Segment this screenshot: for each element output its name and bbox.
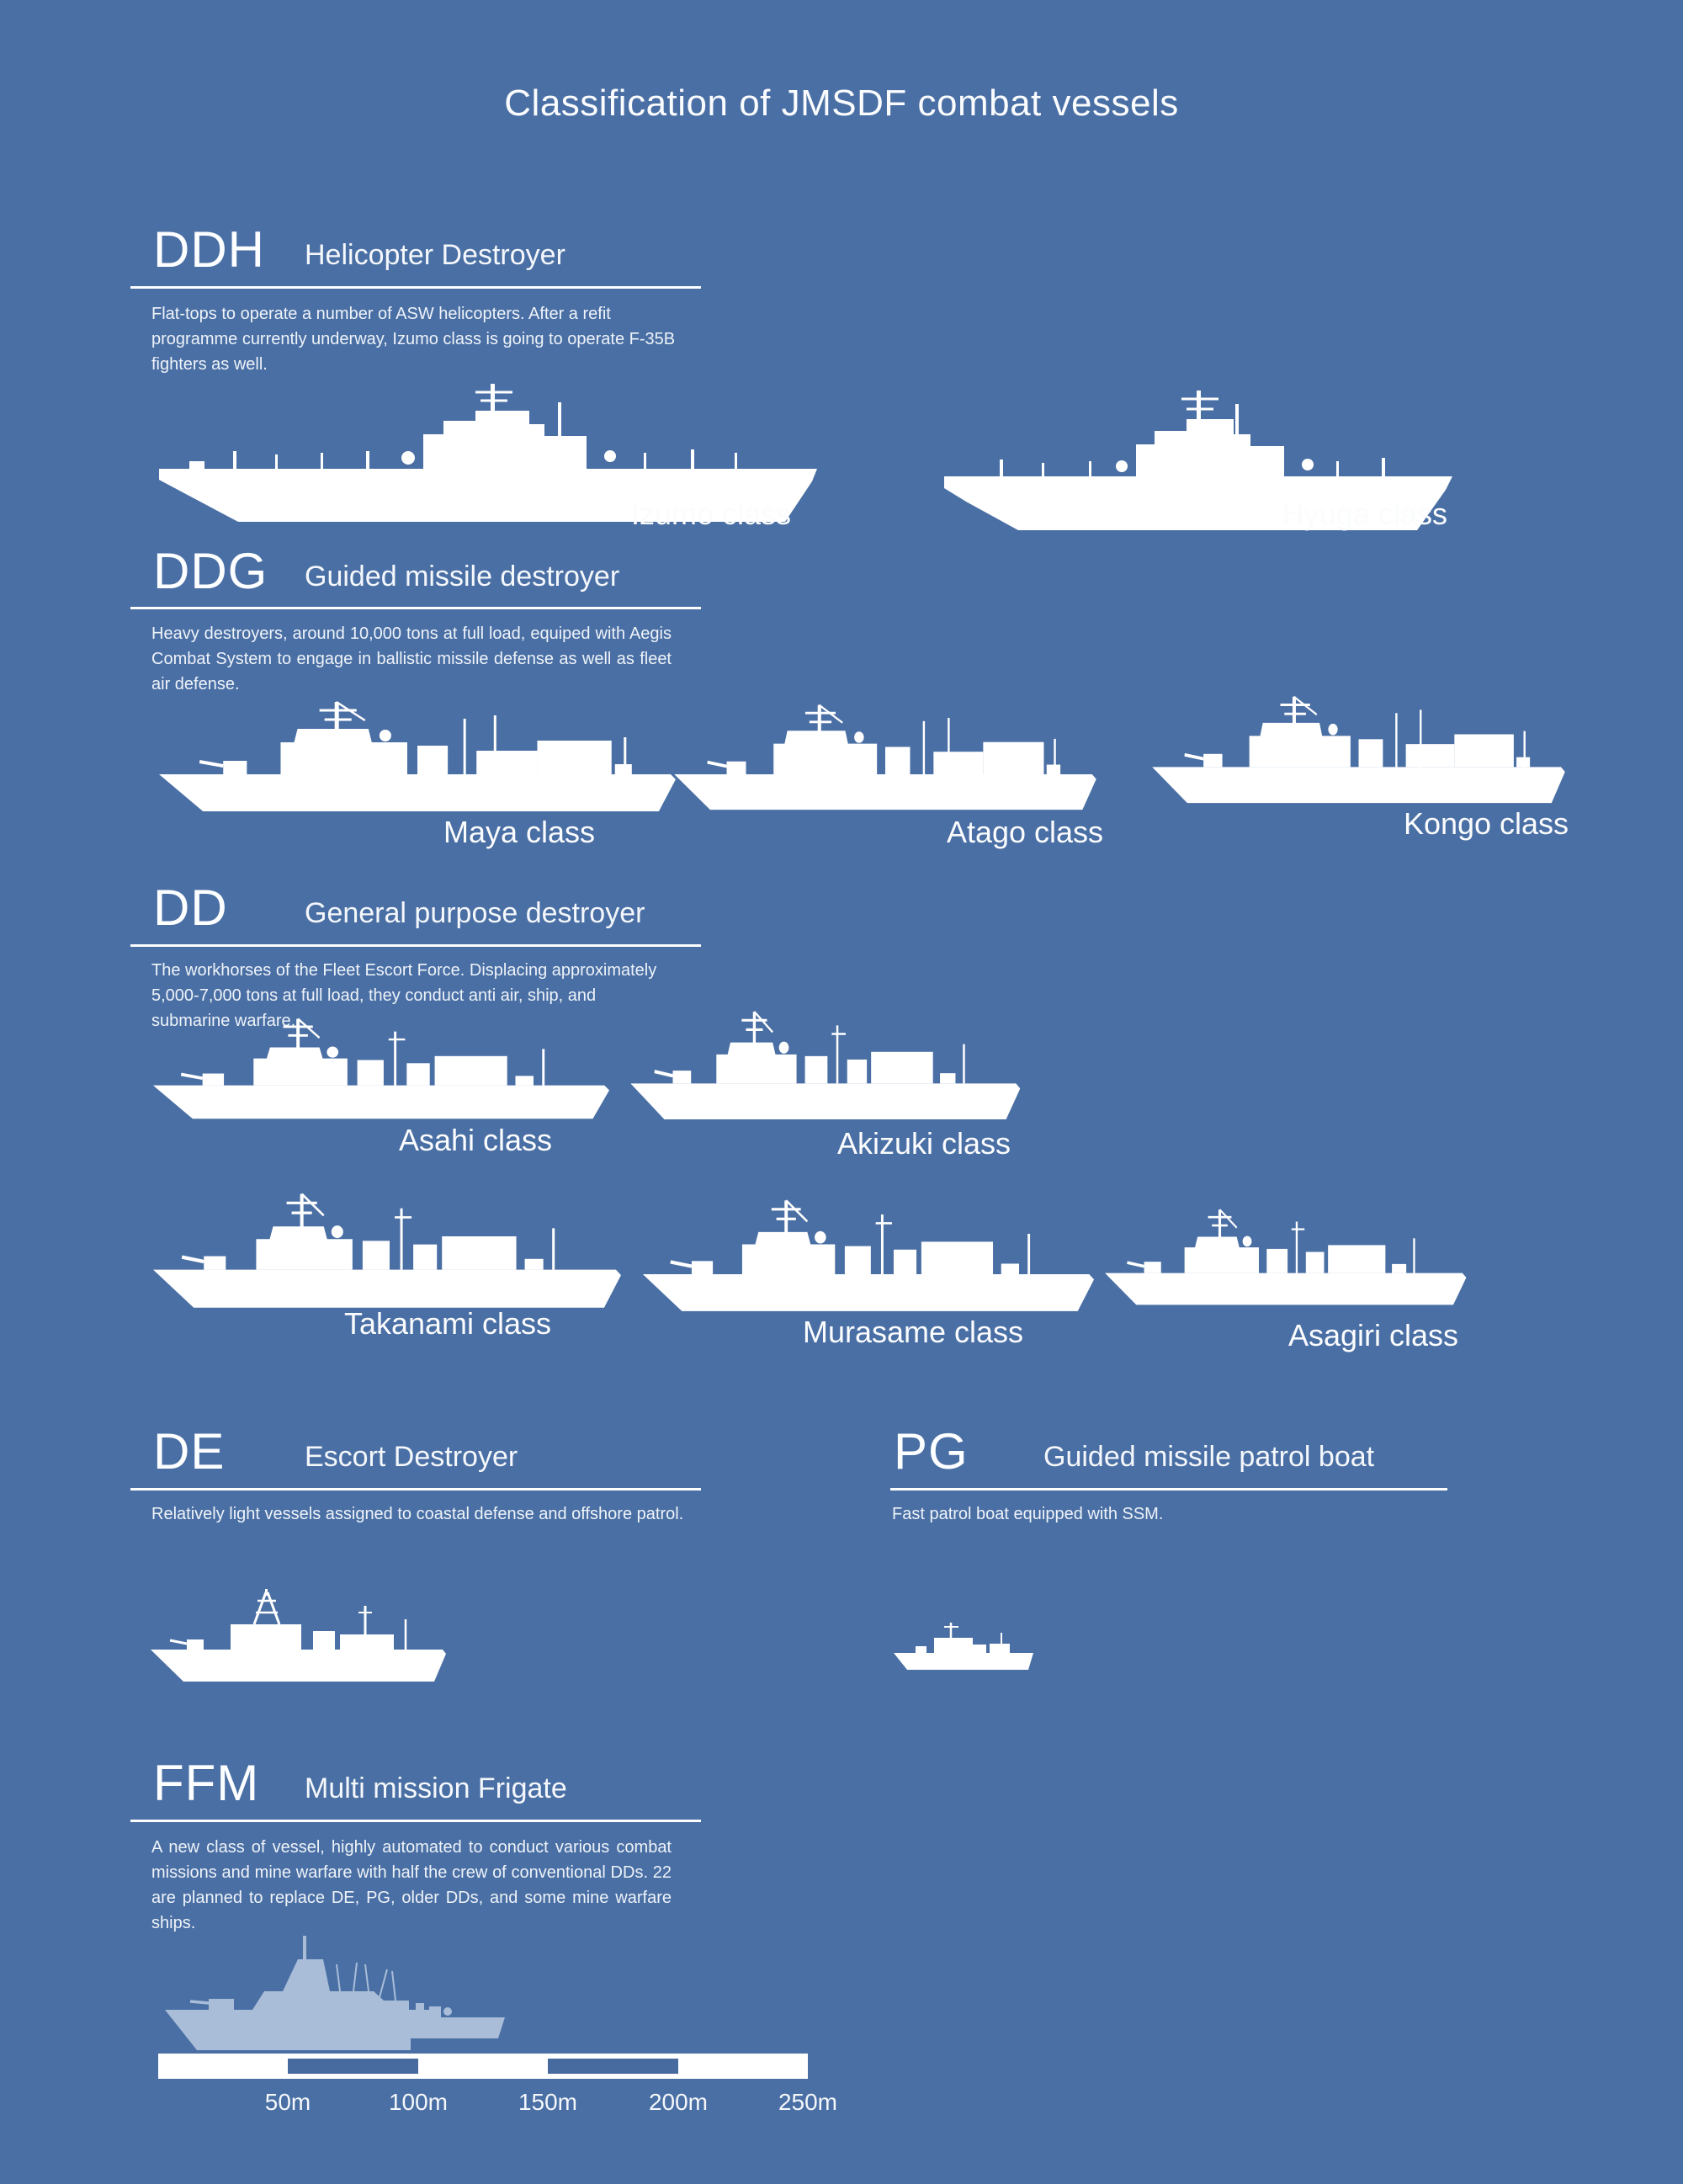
section-description-ddg: Heavy destroyers, around 10,000 tons at full load, equiped with Aegis Combat System to engage in ballistic missile defense as well as fleet air defense.	[151, 624, 672, 693]
section-divider-dd	[130, 944, 701, 947]
section-code-ddg: DDG	[153, 543, 268, 599]
ship-maya	[156, 695, 679, 815]
ship-asahi	[150, 1012, 611, 1122]
maya-ship-silhouette	[156, 695, 679, 815]
section-description-ddh: Flat-tops to operate a number of ASW helicopters. After a refit programme currently underway, Izumo class is going to operate F-35B fighters as well.	[151, 305, 676, 374]
section-code-dd: DD	[153, 879, 228, 936]
section-description-ffm: A new class of vessel, highly automated to conduct various combat missions and mine warfare with half the crew of conventional DDs. 22 are planned to replace DE, PG, older DDs, and some mine warfare ships.	[151, 1838, 672, 1932]
page-title: Classification of JMSDF combat vessels	[504, 82, 1179, 124]
ship-murasame	[640, 1193, 1096, 1315]
ship-ffm	[158, 1932, 513, 2055]
asagiri-ship-silhouette	[1102, 1204, 1468, 1308]
atago-ship-silhouette	[672, 699, 1099, 813]
section-divider-pg	[890, 1488, 1447, 1491]
scale-label-150m: 150m	[518, 2089, 578, 2115]
ship-label-izumo: Izumo class	[630, 497, 791, 531]
ffm-ship-silhouette	[158, 1932, 513, 2055]
section-code-pg: PG	[894, 1423, 969, 1480]
ship-atago	[672, 699, 1099, 813]
section-name-de: Escort Destroyer	[305, 1441, 518, 1473]
ship-label-asahi: Asahi class	[398, 1123, 553, 1157]
akizuki-ship-silhouette	[628, 1005, 1022, 1123]
section-name-dd: General purpose destroyer	[305, 897, 645, 929]
scale-segment-50-100	[288, 2059, 418, 2074]
section-description-pg: Fast patrol boat equipped with SSM.	[892, 1505, 1164, 1523]
ship-kongo	[1149, 690, 1568, 806]
section-divider-de	[130, 1488, 701, 1491]
scale-label-250m: 250m	[778, 2089, 838, 2115]
ship-pg	[892, 1616, 1037, 1675]
ship-de	[148, 1587, 448, 1685]
scale-label-200m: 200m	[648, 2089, 709, 2115]
section-divider-ffm	[130, 1820, 701, 1822]
section-name-ddh: Helicopter Destroyer	[305, 239, 565, 271]
section-code-ffm: FFM	[153, 1755, 260, 1811]
ship-asagiri	[1102, 1204, 1468, 1308]
pg-ship-silhouette	[892, 1616, 1037, 1675]
section-name-ffm: Multi mission Frigate	[305, 1772, 567, 1804]
ship-akizuki	[628, 1005, 1022, 1123]
ship-label-akizuki: Akizuki class	[836, 1126, 1011, 1161]
section-description-dd: The workhorses of the Fleet Escort Force. Displacing approximately 5,000-7,000 tons at full load, they conduct anti air, ship, and submarine warfare.	[151, 961, 657, 1030]
de-ship-silhouette	[148, 1587, 448, 1685]
ship-label-hyuga: Hyuga class	[1282, 497, 1447, 531]
section-name-pg: Guided missile patrol boat	[1043, 1441, 1375, 1473]
ship-takanami	[150, 1187, 623, 1311]
ship-label-maya: Maya class	[443, 815, 596, 849]
section-code-ddh: DDH	[153, 221, 265, 278]
murasame-ship-silhouette	[640, 1193, 1096, 1315]
ship-label-atago: Atago class	[946, 815, 1104, 849]
kongo-ship-silhouette	[1149, 690, 1568, 806]
ship-label-takanami: Takanami class	[343, 1306, 552, 1341]
section-divider-ddh	[130, 286, 701, 289]
scale-bar	[158, 2054, 808, 2079]
section-name-ddg: Guided missile destroyer	[305, 561, 620, 592]
scale-label-50m: 50m	[264, 2089, 311, 2115]
section-divider-ddg	[130, 607, 701, 609]
ship-label-kongo: Kongo class	[1403, 806, 1569, 841]
ship-label-murasame: Murasame class	[802, 1315, 1024, 1349]
scale-label-100m: 100m	[388, 2089, 449, 2115]
asahi-ship-silhouette	[150, 1012, 611, 1122]
takanami-ship-silhouette	[150, 1187, 623, 1311]
section-code-de: DE	[153, 1423, 226, 1480]
section-description-de: Relatively light vessels assigned to coastal defense and offshore patrol.	[151, 1505, 684, 1523]
ship-label-asagiri: Asagiri class	[1287, 1318, 1459, 1352]
scale-segment-150-200	[548, 2059, 678, 2074]
